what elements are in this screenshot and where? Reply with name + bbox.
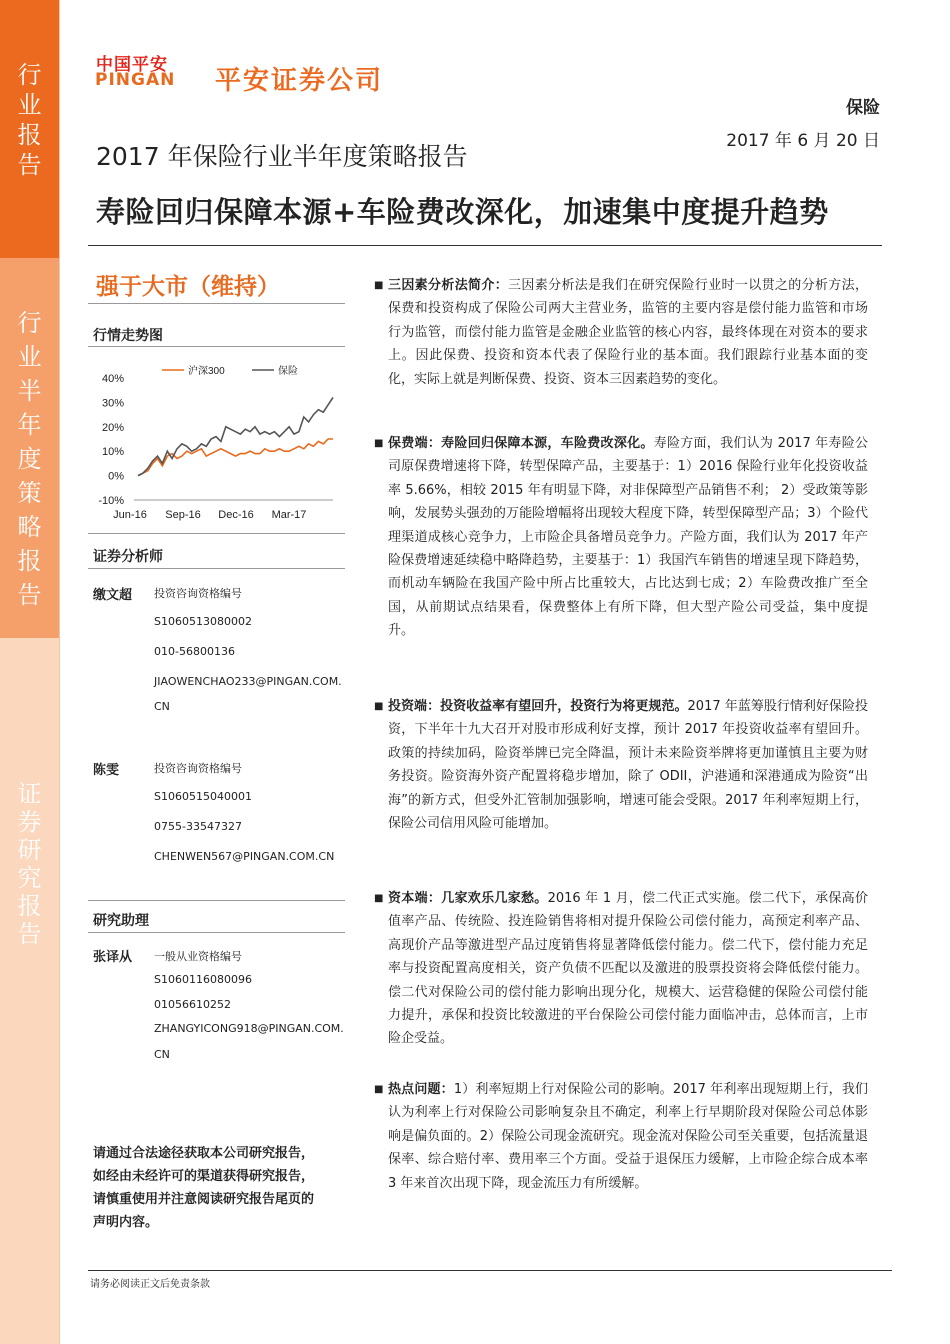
band-char: 报 — [17, 121, 42, 149]
paragraph-head: 三因素分析法简介： — [388, 278, 509, 293]
analyst-name: 陈雯 — [93, 763, 120, 778]
bullet-icon: ■ — [374, 1084, 384, 1095]
paragraph-head: 资本端：几家欢乐几家愁。 — [388, 891, 548, 906]
assistant-heading: 研究助理 — [93, 913, 149, 929]
assistant-cert-no: S1060116080096 — [154, 973, 252, 986]
divider — [88, 900, 345, 901]
assistant-email: ZHANGYICONG918@PINGAN.COM. — [154, 1022, 344, 1035]
paragraph-head: 保费端：寿险回归保障本源，车险费改深化。 — [388, 436, 654, 451]
band-char: 告 — [17, 581, 42, 609]
band-char: 业 — [17, 91, 42, 119]
paragraph-premium — [374, 432, 868, 643]
band-char: 究 — [17, 864, 42, 892]
analyst-email: CHENWEN567@PINGAN.COM.CN — [154, 850, 335, 863]
assistant-email-cont: CN — [154, 1048, 170, 1061]
company-name: 平安证券公司 — [215, 66, 384, 96]
band-char: 略 — [17, 513, 42, 541]
band-char: 策 — [17, 479, 42, 507]
analyst-cert-no: S1060513080002 — [154, 615, 252, 628]
side-band-report-type — [0, 0, 59, 258]
divider — [88, 533, 345, 534]
paragraph-head: 热点问题： — [388, 1082, 454, 1097]
side-band-publisher — [0, 638, 59, 1344]
analyst-cert-label: 投资咨询资格编号 — [154, 762, 242, 775]
legend-label: 沪深300 — [188, 366, 225, 377]
band-char: 告 — [17, 151, 42, 179]
legal-notice: 请通过合法途径获取本公司研究报告，如经由未经许可的渠道获得研究报告，请慎重使用并注意阅读研究报告尾页的声明内容。 — [93, 1146, 315, 1230]
band-char: 行 — [17, 309, 42, 337]
rating: 强于大市（维持） — [96, 274, 280, 300]
x-tick-label: Mar-17 — [271, 509, 307, 521]
analyst-email: JIAOWENCHAO233@PINGAN.COM. — [154, 675, 342, 688]
divider — [88, 932, 345, 933]
analyst-name: 缴文超 — [93, 588, 133, 603]
logo-ping-an-en: PINGAN — [95, 70, 176, 90]
analysts-heading: 证券分析师 — [93, 549, 163, 565]
band-char: 研 — [17, 836, 42, 864]
paragraph-hot-topics — [374, 1078, 868, 1195]
footer-disclaimer: 请务必阅读正文后免责条款 — [90, 1279, 210, 1290]
paragraph-text: 2017 年蓝筹股行情利好保险投资，下半年十九大召开对股市形成利好支撑，预计 2017 年投资收益率有望回升。政策的持续加码，险资举牌已完全降温，预计未来险资举牌将更加谨慎且主要为财务投资。险资海外资产配置将稳步增加，除了 ODII，沪港通和深港通成为险资“出海”的新方式，但受外汇管制加强影响，增速可能会受限。2017 年利率短期上行，保险公司信用风险可能增加。 — [388, 699, 868, 832]
analyst-phone: 0755-33547327 — [154, 820, 242, 833]
paragraph-text: 2016 年 1 月，偿二代正式实施。偿二代下，承保高价值率产品、传统险、投连险销售将相对提升保险公司偿付能力，高预定利率产品、高现价产品等激进型产品过度销售将显著降低偿付能力。偿二代下，偿付能力充足率与投资配置高度相关，资产负债不匹配以及激进的股票投资将会降低偿付能力。偿二代对保险公司的偿付能力影响出现分化，规模大、运营稳健的保险公司偿付能力提升，承保和投资比较激进的平台保险公司偿付能力面临冲击，总体而言，上市险企受益。 — [388, 891, 868, 1047]
analyst-email-cont: CN — [154, 700, 170, 713]
band-char: 券 — [17, 808, 42, 836]
x-tick-label: Dec-16 — [218, 509, 254, 521]
analyst-cert-label: 投资咨询资格编号 — [154, 587, 242, 600]
y-tick-label: 0% — [108, 470, 124, 483]
divider — [88, 303, 345, 304]
band-char: 告 — [17, 920, 42, 948]
y-tick-label: 30% — [101, 397, 124, 410]
assistant-phone: 01056610252 — [154, 998, 231, 1011]
paragraph-capital — [374, 887, 868, 1051]
band-char: 度 — [17, 445, 42, 473]
divider — [88, 568, 345, 569]
y-tick-label: 20% — [101, 421, 124, 434]
header-rule — [88, 245, 882, 246]
bullet-icon: ■ — [374, 280, 384, 291]
band-char: 行 — [17, 61, 42, 89]
report-title: 寿险回归保障本源+车险费改深化，加速集中度提升趋势 — [96, 195, 829, 229]
bullet-icon: ■ — [374, 438, 384, 449]
y-tick-label: -10% — [98, 495, 124, 507]
bullet-icon: ■ — [374, 893, 384, 904]
bullet-icon: ■ — [374, 701, 384, 712]
divider — [88, 346, 345, 347]
y-tick-label: 40% — [101, 373, 124, 385]
band-char: 年 — [17, 411, 42, 439]
band-char: 业 — [17, 343, 42, 371]
series-line-insurance — [138, 398, 333, 476]
y-tick-label: 10% — [101, 446, 124, 459]
band-char: 半 — [17, 377, 42, 405]
x-tick-label: Jun-16 — [113, 509, 147, 521]
report-date: 2017 年 6 月 20 日 — [726, 131, 880, 151]
band-char: 报 — [17, 892, 42, 920]
footer-rule — [88, 1270, 892, 1271]
x-tick-label: Sep-16 — [165, 509, 201, 521]
side-divider — [59, 0, 60, 1344]
band-char: 证 — [17, 780, 42, 808]
logo-ping-an-cn: 中国平安 — [96, 55, 168, 75]
band-char: 报 — [17, 547, 42, 575]
chart-title: 行情走势图 — [93, 328, 163, 344]
paragraph-head: 投资端：投资收益率有望回升，投资行为将更规范。 — [388, 699, 688, 714]
legend-label: 保险 — [278, 366, 298, 377]
paragraph-three-factor — [374, 274, 868, 391]
side-band-report-title — [0, 258, 59, 638]
sector-label: 保险 — [846, 98, 880, 118]
paragraph-text: 寿险方面，我们认为 2017 年寿险公司原保费增速将下降，转型保障产品，主要基于：1）2016 保险行业年化投资收益率 5.66%，相较 2015 年有明显下降，对非保障型产品销售不利； 2）受政策等影响，发展势头强劲的万能险增幅将出现较大程度下降，转型保障型产品；3）个险代理渠道成核心竞争力，上市险企具备增员竞争力。产险方面，我们认为 2017 年产险保费增速延续稳中略降趋势，主要基于：1）我国汽车销售的增速呈现下降趋势，而机动车辆险在我国产险中所占比重较大，占比达到七成；2）车险费改推广至全国，从前期试点结果看，保费整体上有所下降，但大型产险公司受益，集中度提升。 — [388, 436, 868, 639]
analyst-phone: 010-56800136 — [154, 645, 235, 658]
assistant-name: 张译从 — [93, 950, 133, 965]
assistant-cert-label: 一般从业资格编号 — [154, 950, 242, 963]
paragraph-text: 三因素分析法是我们在研究保险行业时一以贯之的分析方法，保费和投资构成了保险公司两大主营业务，监管的主要内容是偿付能力监管和市场行为监管，而偿付能力监管是金融企业监管的核心内容，最终体现在对资本的要求上。因此保费、投资和资本代表了保险行业的基本面。我们跟踪行业基本面的变化，实际上就是判断保费、投资、资本三因素趋势的变化。 — [388, 278, 868, 387]
analyst-cert-no: S1060515040001 — [154, 790, 252, 803]
market-trend-chart — [88, 350, 345, 530]
series-line-hs300 — [138, 439, 333, 476]
paragraph-investment — [374, 695, 868, 835]
report-subtitle: 2017 年保险行业半年度策略报告 — [96, 142, 468, 171]
paragraph-text: 1）利率短期上行对保险公司的影响。2017 年利率出现短期上行，我们认为利率上行对保险公司影响复杂且不确定，利率上行早期阶段对保险公司总体影响是偏负面的。2）保险公司现金流研究。现金流对保险公司至关重要，包括流量退保率、综合赔付率、费用率三个方面。受益于退保压力缓解，上市险企综合成本率 3 年来首次出现下降，现金流压力有所缓解。 — [388, 1082, 868, 1191]
